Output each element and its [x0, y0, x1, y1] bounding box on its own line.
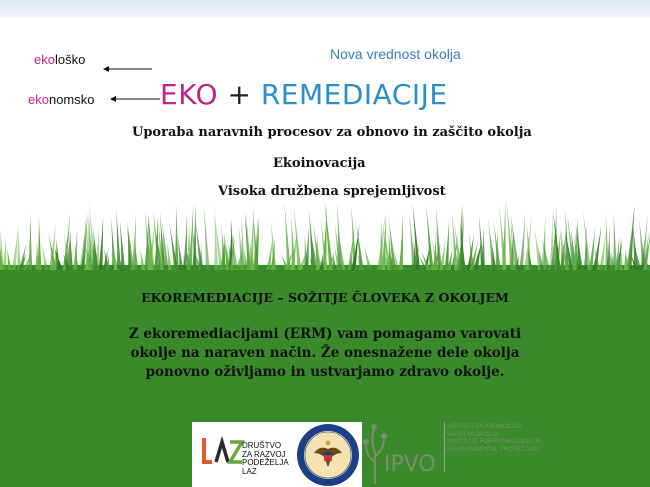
bullet-sprejemljivost: Visoka družbena sprejemljivost	[218, 184, 446, 199]
laz-text	[242, 442, 289, 476]
top-gradient-band	[0, 0, 650, 18]
title-remediacije: REMEDIACIJE	[260, 78, 448, 111]
institute-line-4: ENVIRONMENTAL PROTECTION	[447, 446, 540, 453]
page-title	[160, 78, 448, 111]
bullet-ekoinovacija: Ekoinovacija	[273, 156, 366, 171]
laz-line-4: LAZ	[242, 466, 257, 476]
institute-divider	[444, 422, 445, 472]
institute-name	[447, 424, 541, 454]
grass-blades-image	[0, 195, 650, 270]
institute-line-3: INSTITUTE FOR PROMOTION OF	[447, 439, 541, 445]
bullet-uporaba: Uporaba naravnih procesov za obnovo in zaščito okolja	[132, 125, 532, 140]
institute-line-2: VARSTVA OKOLJA	[447, 431, 500, 438]
laz-line-1: DRUŠTVO	[242, 441, 282, 450]
laz-line-3: PODEŽELJA	[242, 458, 289, 467]
arrows-icon	[100, 62, 160, 107]
word-ekonomsko-prefix: eko	[28, 92, 49, 107]
description-line-1: Z ekoremediacijami (ERM) vam pomagamo varovati	[128, 326, 522, 342]
logos-panel	[192, 422, 362, 487]
word-ekolosko-suffix: loško	[54, 52, 86, 67]
institute-line-1: INŠTITUT ZA PROMOCIJO	[447, 424, 521, 430]
subtitle: Nova vrednost okolja	[330, 46, 461, 62]
description-line-3: ponovno oživljamo in ustvarjamo zdravo okolje.	[145, 364, 505, 380]
laz-logo-icon	[196, 428, 248, 478]
us-embassy-seal-icon	[296, 423, 360, 487]
word-ekonomsko	[28, 92, 95, 107]
word-ekonomsko-suffix: nomsko	[48, 92, 95, 107]
ipvo-logo-text: IPVO	[384, 452, 436, 477]
band-description	[0, 325, 650, 382]
title-plus: +	[227, 78, 252, 111]
band-title: EKOREMEDIACIJE – SOŽITJE ČLOVEKA Z OKOLJEM	[141, 290, 509, 305]
laz-line-2: ZA RAZVOJ	[242, 449, 286, 459]
title-eko: EKO	[160, 78, 219, 111]
description-line-2: okolje na naraven način. Že onesnažene dele okolja	[130, 345, 520, 361]
word-ekolosko-prefix: eko	[34, 52, 55, 67]
word-ekolosko	[34, 52, 85, 67]
